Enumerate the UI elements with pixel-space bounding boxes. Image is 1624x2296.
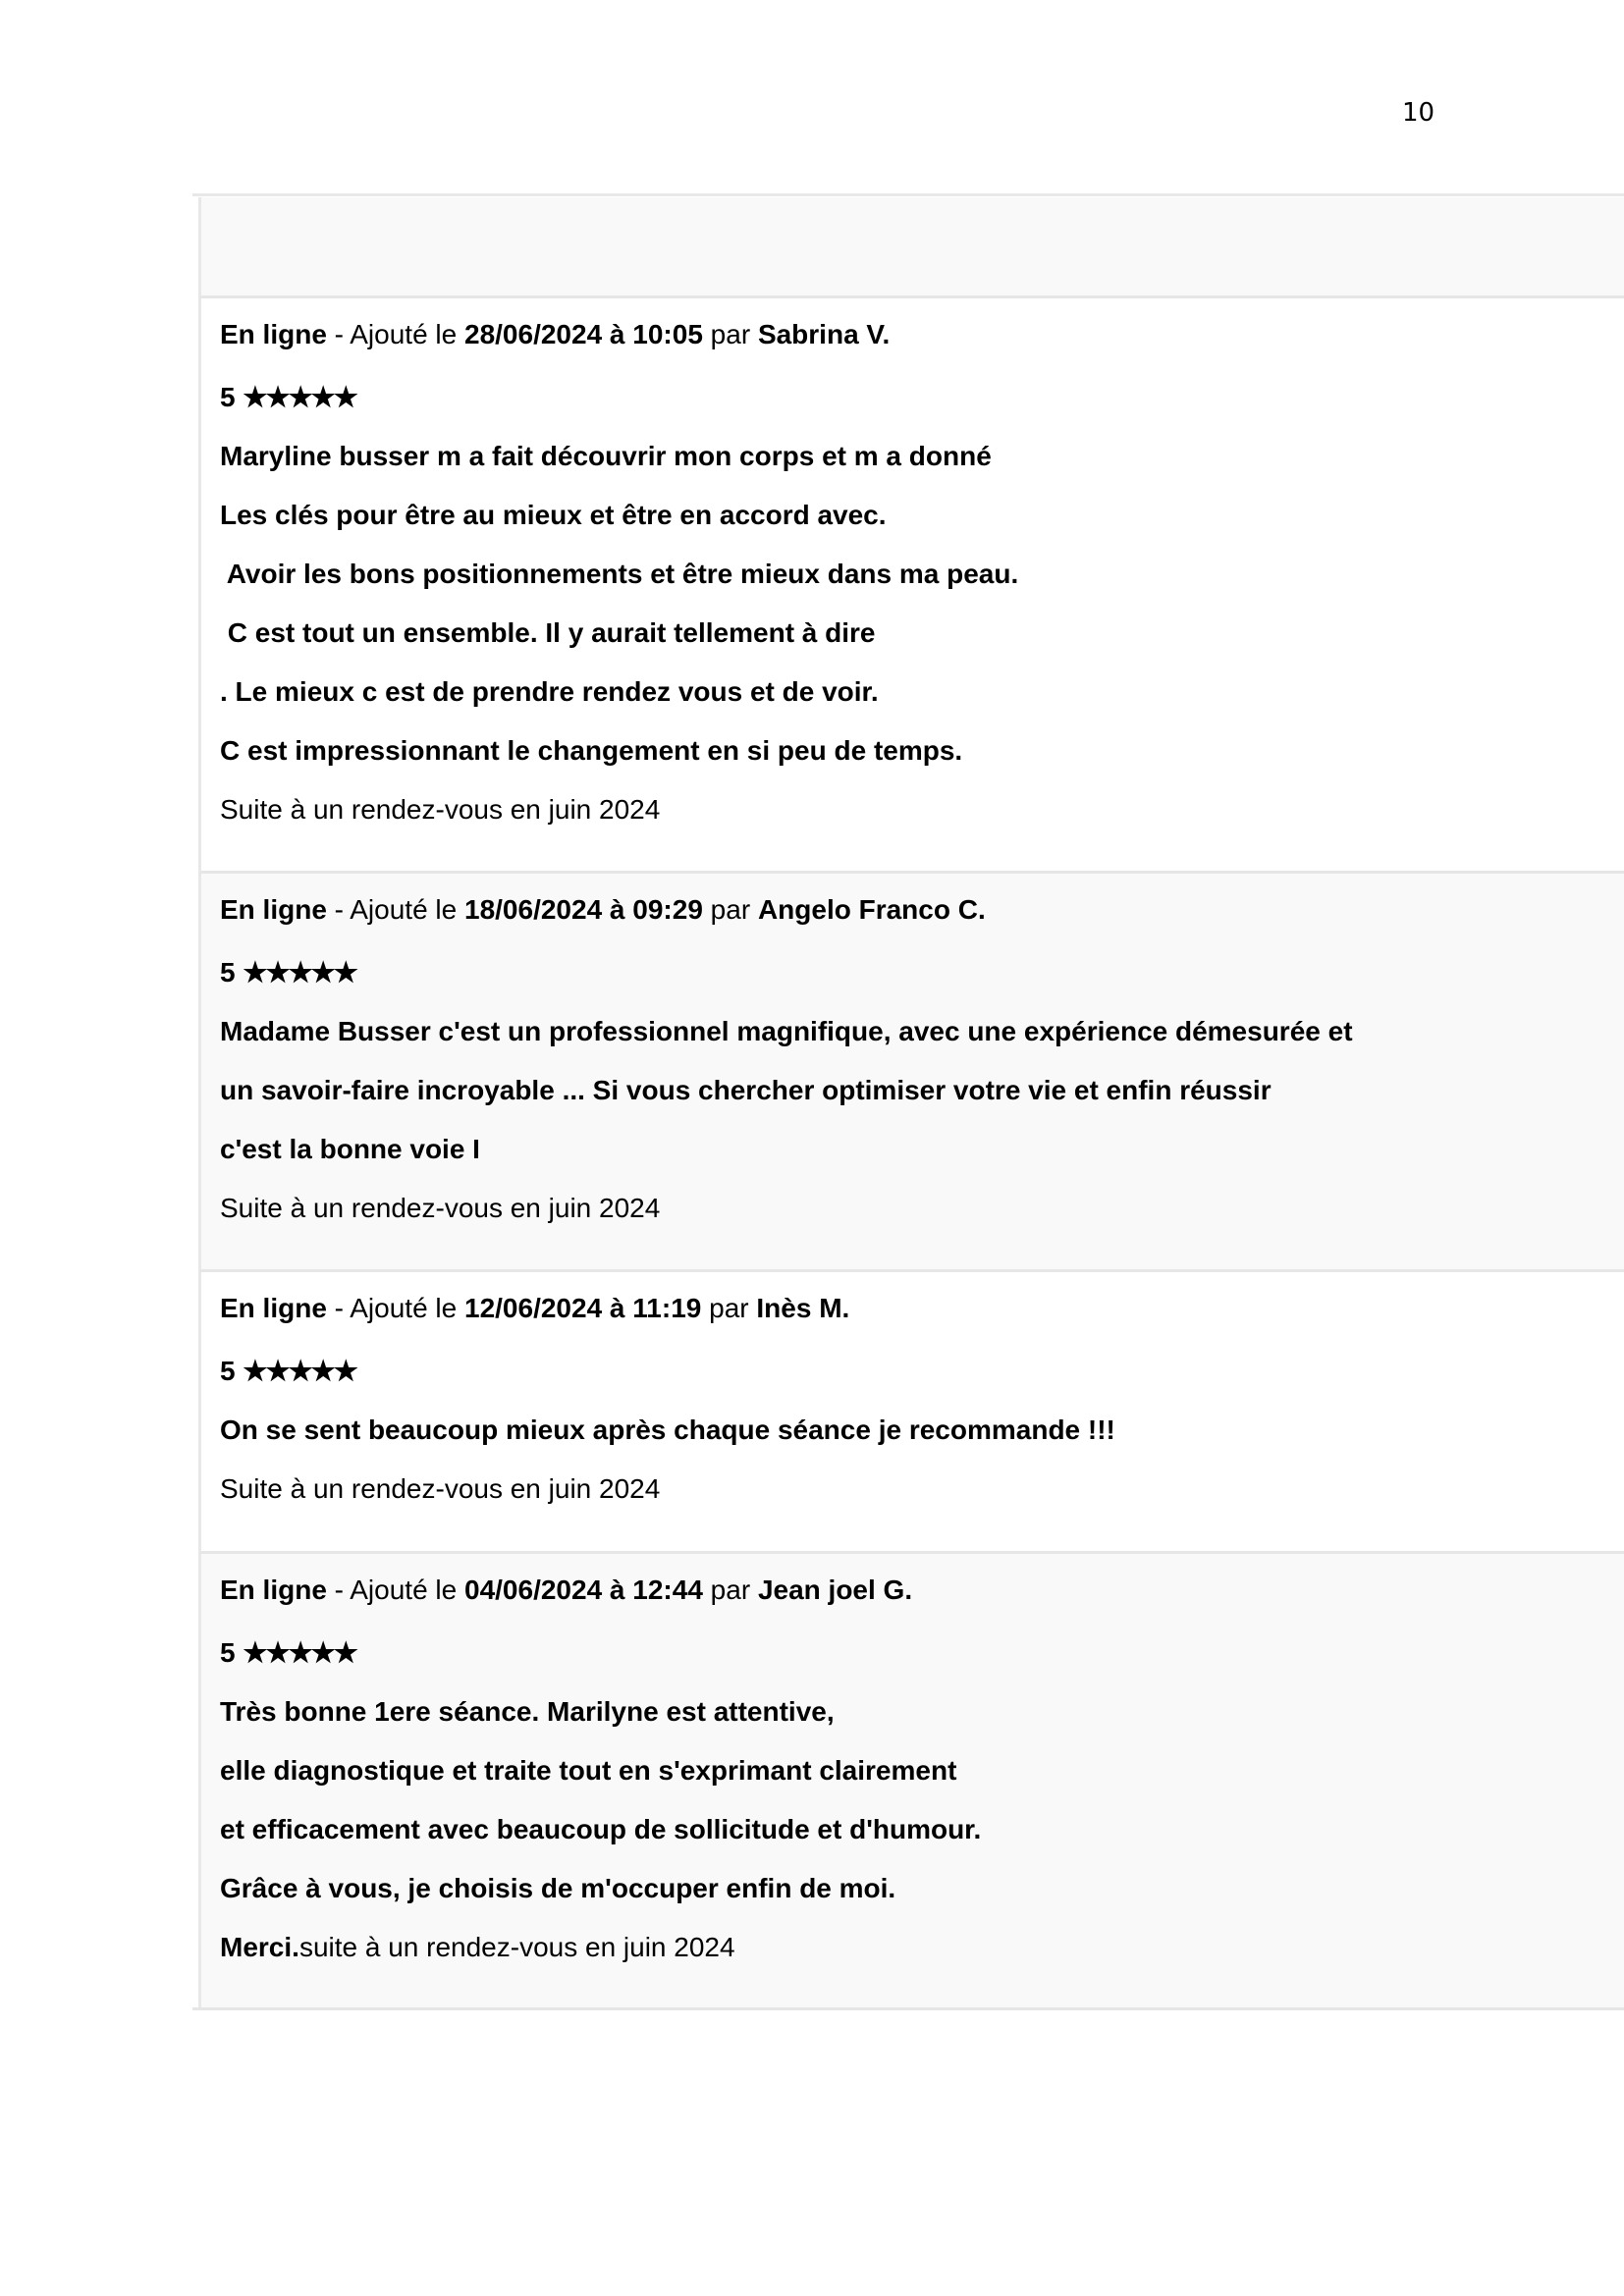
review-source: En ligne xyxy=(220,1575,327,1605)
review-rating xyxy=(220,943,1624,1002)
rating-value: 5 xyxy=(220,382,236,412)
reviews-table xyxy=(192,193,1624,2010)
review-time: 09:29 xyxy=(632,894,703,925)
review-body-line: C est impressionnant le changement en si peu de temps. xyxy=(220,735,963,766)
review-body-line: Grâce à vous, je choisis de m'occuper enfin de moi. xyxy=(220,1873,896,1903)
review-time: 10:05 xyxy=(632,319,703,349)
review-meta: En ligne - Ajouté le 18/06/2024 à 09:29 par Angelo Franco C. xyxy=(220,894,986,925)
review-body-line: Très bonne 1ere séance. Marilyne est attentive, xyxy=(220,1696,835,1727)
review-author: Sabrina V. xyxy=(757,319,891,349)
rating-value: 5 xyxy=(220,1637,236,1668)
review-footer: Suite à un rendez-vous en juin 2024 xyxy=(220,794,661,825)
review-date: 04/06/2024 xyxy=(464,1575,603,1605)
review-body-line: elle diagnostique et traite tout en s'exprimant clairement xyxy=(220,1755,957,1786)
review-row xyxy=(198,1554,1624,2007)
star-icon: ★★★★★ xyxy=(243,382,356,412)
review-author: Inès M. xyxy=(756,1293,850,1323)
review-time: 12:44 xyxy=(632,1575,703,1605)
review-source: En ligne xyxy=(220,894,327,925)
review-source: En ligne xyxy=(220,319,327,349)
review-body-line: Madame Busser c'est un professionnel magnifique, avec une expérience démesurée et xyxy=(220,1016,1353,1046)
review-body-line: Avoir les bons positionnements et être mieux dans ma peau. xyxy=(220,559,1019,589)
review-body-line: Maryline busser m a fait découvrir mon corps et m a donné xyxy=(220,441,992,471)
rating-value: 5 xyxy=(220,1356,236,1386)
review-rating xyxy=(220,1624,1624,1682)
review-source: En ligne xyxy=(220,1293,327,1323)
review-meta: En ligne - Ajouté le 12/06/2024 à 11:19 par Inès M. xyxy=(220,1293,850,1323)
review-row xyxy=(198,1272,1624,1554)
review-author: Jean joel G. xyxy=(757,1575,913,1605)
review-body-line: C est tout un ensemble. Il y aurait tellement à dire xyxy=(220,617,876,648)
review-body-line: et efficacement avec beaucoup de sollicitude et d'humour. xyxy=(220,1814,982,1844)
review-date: 18/06/2024 xyxy=(464,894,603,925)
review-footer: Suite à un rendez-vous en juin 2024 xyxy=(220,1193,661,1223)
review-footer: Merci.suite à un rendez-vous en juin 2024 xyxy=(220,1932,735,1962)
rating-value: 5 xyxy=(220,957,236,988)
review-rating xyxy=(220,1342,1624,1401)
review-body-line: un savoir-faire incroyable ... Si vous chercher optimiser votre vie et enfin réussir xyxy=(220,1075,1272,1105)
review-date: 28/06/2024 xyxy=(464,319,603,349)
review-body-line: On se sent beaucoup mieux après chaque séance je recommande !!! xyxy=(220,1415,1115,1445)
review-rating xyxy=(220,368,1624,427)
review-meta: En ligne - Ajouté le 28/06/2024 à 10:05 par Sabrina V. xyxy=(220,319,891,349)
page-number: 10 xyxy=(1402,98,1435,128)
review-time: 11:19 xyxy=(632,1293,702,1323)
review-date: 12/06/2024 xyxy=(464,1293,603,1323)
review-row xyxy=(198,298,1624,874)
review-author: Angelo Franco C. xyxy=(757,894,986,925)
review-body-line: Les clés pour être au mieux et être en accord avec. xyxy=(220,500,887,530)
review-row xyxy=(198,874,1624,1272)
review-body-line: c'est la bonne voie I xyxy=(220,1134,480,1164)
review-footer: Suite à un rendez-vous en juin 2024 xyxy=(220,1473,661,1504)
review-body-line: . Le mieux c est de prendre rendez vous et de voir. xyxy=(220,676,879,707)
table-header-row xyxy=(198,197,1624,298)
review-meta: En ligne - Ajouté le 04/06/2024 à 12:44 par Jean joel G. xyxy=(220,1575,913,1605)
star-icon: ★★★★★ xyxy=(243,957,356,988)
star-icon: ★★★★★ xyxy=(243,1637,356,1668)
star-icon: ★★★★★ xyxy=(243,1356,356,1386)
